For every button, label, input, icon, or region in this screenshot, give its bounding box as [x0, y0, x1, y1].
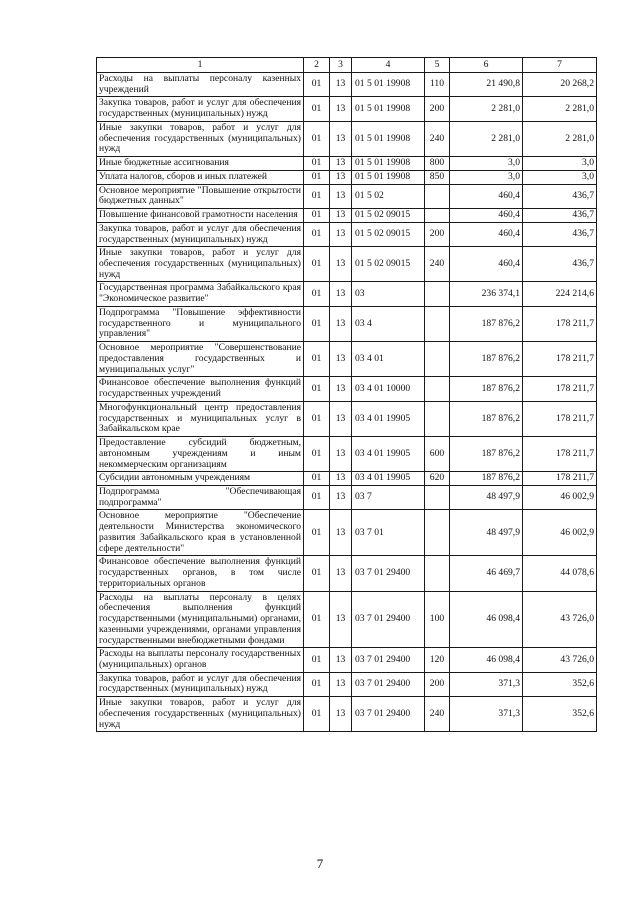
subsection-code: 13	[330, 222, 352, 246]
subsection-code: 13	[330, 342, 352, 377]
row-description: Основное мероприятие "Обеспечение деятельности Министерства экономического развития Забайкальского края в установленной сфере деятельности"	[97, 510, 304, 556]
subsection-code: 13	[330, 672, 352, 696]
amount-year-2: 178 211,7	[523, 472, 597, 486]
amount-year-2: 178 211,7	[523, 306, 597, 341]
amount-year-2: 46 002,9	[523, 510, 597, 556]
target-article-code: 01 5 02	[352, 184, 425, 208]
table-row	[97, 556, 597, 591]
target-article-code: 01 5 01 19908	[352, 170, 425, 184]
amount-year-1: 46 098,4	[450, 648, 523, 672]
target-article-code: 03 4 01	[352, 342, 425, 377]
subsection-code: 13	[330, 73, 352, 97]
table-row	[97, 472, 597, 486]
amount-year-2: 436,7	[523, 209, 597, 223]
subsection-code: 13	[330, 401, 352, 436]
amount-year-1: 460,4	[450, 222, 523, 246]
amount-year-1: 3,0	[450, 170, 523, 184]
amount-year-1: 371,3	[450, 672, 523, 696]
target-article-code: 03 4 01 19905	[352, 437, 425, 472]
section-code: 01	[304, 97, 330, 121]
expense-type-code	[425, 377, 450, 401]
row-description: Государственная программа Забайкальского края "Экономическое развитие"	[97, 282, 304, 306]
section-code: 01	[304, 184, 330, 208]
expense-type-code: 120	[425, 648, 450, 672]
target-article-code: 03 7 01 29400	[352, 556, 425, 591]
amount-year-1: 187 876,2	[450, 342, 523, 377]
subsection-code: 13	[330, 306, 352, 341]
table-row	[97, 401, 597, 436]
subsection-code: 13	[330, 209, 352, 223]
table-row	[97, 170, 597, 184]
expense-type-code	[425, 342, 450, 377]
section-code: 01	[304, 648, 330, 672]
table-row	[97, 377, 597, 401]
section-code: 01	[304, 306, 330, 341]
section-code: 01	[304, 485, 330, 509]
subsection-code: 13	[330, 485, 352, 509]
expense-type-code: 240	[425, 247, 450, 282]
amount-year-2: 43 726,0	[523, 648, 597, 672]
table-row	[97, 222, 597, 246]
section-code: 01	[304, 672, 330, 696]
amount-year-1: 21 490,8	[450, 73, 523, 97]
amount-year-1: 3,0	[450, 157, 523, 171]
row-description: Расходы на выплаты персоналу казенных учреждений	[97, 73, 304, 97]
subsection-code: 13	[330, 184, 352, 208]
column-header: 4	[352, 58, 425, 73]
expense-type-code: 600	[425, 437, 450, 472]
section-code: 01	[304, 73, 330, 97]
amount-year-2: 2 281,0	[523, 121, 597, 156]
expense-type-code	[425, 209, 450, 223]
target-article-code: 03 4 01 19905	[352, 401, 425, 436]
expense-type-code: 200	[425, 222, 450, 246]
section-code: 01	[304, 401, 330, 436]
subsection-code: 13	[330, 648, 352, 672]
row-description: Закупка товаров, работ и услуг для обеспечения государственных (муниципальных) нужд	[97, 222, 304, 246]
table-row	[97, 672, 597, 696]
section-code: 01	[304, 282, 330, 306]
amount-year-1: 48 497,9	[450, 510, 523, 556]
amount-year-2: 178 211,7	[523, 401, 597, 436]
section-code: 01	[304, 377, 330, 401]
table-row	[97, 648, 597, 672]
column-header: 5	[425, 58, 450, 73]
column-header: 7	[523, 58, 597, 73]
expense-type-code: 100	[425, 591, 450, 648]
amount-year-2: 352,6	[523, 672, 597, 696]
target-article-code: 03 4 01 19905	[352, 472, 425, 486]
section-code: 01	[304, 157, 330, 171]
expense-type-code: 240	[425, 121, 450, 156]
amount-year-1: 2 281,0	[450, 97, 523, 121]
section-code: 01	[304, 556, 330, 591]
expense-type-code	[425, 485, 450, 509]
subsection-code: 13	[330, 97, 352, 121]
section-code: 01	[304, 697, 330, 732]
expense-type-code: 200	[425, 672, 450, 696]
expense-type-code	[425, 306, 450, 341]
amount-year-2: 178 211,7	[523, 342, 597, 377]
table-header-row	[97, 58, 597, 73]
row-description: Подпрограмма "Повышение эффективности государственного и муниципального управления"	[97, 306, 304, 341]
section-code: 01	[304, 222, 330, 246]
amount-year-1: 187 876,2	[450, 377, 523, 401]
subsection-code: 13	[330, 437, 352, 472]
row-description: Подпрограмма "Обеспечивающая подпрограмма"	[97, 485, 304, 509]
section-code: 01	[304, 591, 330, 648]
amount-year-2: 20 268,2	[523, 73, 597, 97]
target-article-code: 01 5 01 19908	[352, 97, 425, 121]
table-row	[97, 591, 597, 648]
section-code: 01	[304, 342, 330, 377]
subsection-code: 13	[330, 247, 352, 282]
table-row	[97, 282, 597, 306]
table-row	[97, 510, 597, 556]
amount-year-2: 2 281,0	[523, 97, 597, 121]
subsection-code: 13	[330, 556, 352, 591]
target-article-code: 03	[352, 282, 425, 306]
target-article-code: 03 7 01 29400	[352, 591, 425, 648]
row-description: Основное мероприятие "Повышение открытости бюджетных данных"	[97, 184, 304, 208]
column-header: 6	[450, 58, 523, 73]
subsection-code: 13	[330, 472, 352, 486]
subsection-code: 13	[330, 170, 352, 184]
row-description: Иные закупки товаров, работ и услуг для обеспечения государственных (муниципальных) нужд	[97, 247, 304, 282]
expense-type-code: 620	[425, 472, 450, 486]
row-description: Иные закупки товаров, работ и услуг для обеспечения государственных (муниципальных) нужд	[97, 121, 304, 156]
table-row	[97, 97, 597, 121]
table-row	[97, 209, 597, 223]
amount-year-2: 178 211,7	[523, 437, 597, 472]
target-article-code: 03 7 01 29400	[352, 672, 425, 696]
subsection-code: 13	[330, 121, 352, 156]
table-row	[97, 697, 597, 732]
target-article-code: 01 5 01 19908	[352, 121, 425, 156]
row-description: Уплата налогов, сборов и иных платежей	[97, 170, 304, 184]
expense-type-code: 800	[425, 157, 450, 171]
target-article-code: 01 5 02 09015	[352, 222, 425, 246]
table-row	[97, 342, 597, 377]
row-description: Финансовое обеспечение выполнения функций государственных учреждений	[97, 377, 304, 401]
expense-type-code: 240	[425, 697, 450, 732]
column-header: 2	[304, 58, 330, 73]
budget-table-page	[96, 57, 596, 732]
amount-year-1: 460,4	[450, 247, 523, 282]
target-article-code: 01 5 02 09015	[352, 209, 425, 223]
amount-year-1: 46 098,4	[450, 591, 523, 648]
amount-year-1: 48 497,9	[450, 485, 523, 509]
subsection-code: 13	[330, 510, 352, 556]
amount-year-2: 43 726,0	[523, 591, 597, 648]
expense-type-code	[425, 282, 450, 306]
table-row	[97, 437, 597, 472]
section-code: 01	[304, 510, 330, 556]
row-description: Финансовое обеспечение выполнения функций государственных органов, в том числе территориальных органов	[97, 556, 304, 591]
section-code: 01	[304, 247, 330, 282]
row-description: Субсидии автономным учреждениям	[97, 472, 304, 486]
table-row	[97, 306, 597, 341]
amount-year-2: 436,7	[523, 247, 597, 282]
subsection-code: 13	[330, 282, 352, 306]
amount-year-1: 2 281,0	[450, 121, 523, 156]
subsection-code: 13	[330, 157, 352, 171]
section-code: 01	[304, 437, 330, 472]
target-article-code: 03 7 01 29400	[352, 697, 425, 732]
subsection-code: 13	[330, 697, 352, 732]
target-article-code: 01 5 02 09015	[352, 247, 425, 282]
amount-year-2: 3,0	[523, 170, 597, 184]
section-code: 01	[304, 472, 330, 486]
target-article-code: 03 7	[352, 485, 425, 509]
amount-year-1: 236 374,1	[450, 282, 523, 306]
target-article-code: 03 7 01 29400	[352, 648, 425, 672]
amount-year-2: 352,6	[523, 697, 597, 732]
amount-year-1: 460,4	[450, 184, 523, 208]
section-code: 01	[304, 209, 330, 223]
expense-type-code	[425, 184, 450, 208]
budget-table	[96, 57, 597, 732]
row-description: Предоставление субсидий бюджетным, автономным учреждениям и иным некоммерческим организациям	[97, 437, 304, 472]
target-article-code: 03 4 01 10000	[352, 377, 425, 401]
expense-type-code	[425, 510, 450, 556]
target-article-code: 01 5 01 19908	[352, 73, 425, 97]
expense-type-code: 200	[425, 97, 450, 121]
amount-year-2: 436,7	[523, 184, 597, 208]
table-row	[97, 73, 597, 97]
subsection-code: 13	[330, 377, 352, 401]
row-description: Расходы на выплаты персоналу государственных (муниципальных) органов	[97, 648, 304, 672]
amount-year-1: 460,4	[450, 209, 523, 223]
target-article-code: 03 7 01	[352, 510, 425, 556]
amount-year-1: 371,3	[450, 697, 523, 732]
amount-year-1: 187 876,2	[450, 306, 523, 341]
expense-type-code: 850	[425, 170, 450, 184]
table-row	[97, 157, 597, 171]
amount-year-2: 44 078,6	[523, 556, 597, 591]
row-description: Иные закупки товаров, работ и услуг для обеспечения государственных (муниципальных) нужд	[97, 697, 304, 732]
target-article-code: 03 4	[352, 306, 425, 341]
amount-year-1: 46 469,7	[450, 556, 523, 591]
subsection-code: 13	[330, 591, 352, 648]
column-header: 3	[330, 58, 352, 73]
row-description: Расходы на выплаты персоналу в целях обеспечения выполнения функций государственными (муниципальными) органами, казенными учреждениями, органами управления государственными внебюджетными фондами	[97, 591, 304, 648]
row-description: Повышение финансовой грамотности населения	[97, 209, 304, 223]
table-row	[97, 121, 597, 156]
amount-year-1: 187 876,2	[450, 401, 523, 436]
expense-type-code	[425, 556, 450, 591]
section-code: 01	[304, 170, 330, 184]
expense-type-code: 110	[425, 73, 450, 97]
amount-year-2: 3,0	[523, 157, 597, 171]
row-description: Многофункциональный центр предоставления государственных и муниципальных услуг в Забайкальском крае	[97, 401, 304, 436]
table-row	[97, 247, 597, 282]
amount-year-2: 46 002,9	[523, 485, 597, 509]
target-article-code: 01 5 01 19908	[352, 157, 425, 171]
section-code: 01	[304, 121, 330, 156]
row-description: Иные бюджетные ассигнования	[97, 157, 304, 171]
amount-year-1: 187 876,2	[450, 437, 523, 472]
row-description: Закупка товаров, работ и услуг для обеспечения государственных (муниципальных) нужд	[97, 672, 304, 696]
amount-year-1: 187 876,2	[450, 472, 523, 486]
amount-year-2: 436,7	[523, 222, 597, 246]
column-header: 1	[97, 58, 304, 73]
table-row	[97, 485, 597, 509]
row-description: Закупка товаров, работ и услуг для обеспечения государственных (муниципальных) нужд	[97, 97, 304, 121]
table-row	[97, 184, 597, 208]
expense-type-code	[425, 401, 450, 436]
amount-year-2: 178 211,7	[523, 377, 597, 401]
table-body	[97, 73, 597, 732]
amount-year-2: 224 214,6	[523, 282, 597, 306]
row-description: Основное мероприятие "Совершенствование предоставления государственных и муниципальных услуг"	[97, 342, 304, 377]
page-number: 7	[316, 856, 324, 871]
